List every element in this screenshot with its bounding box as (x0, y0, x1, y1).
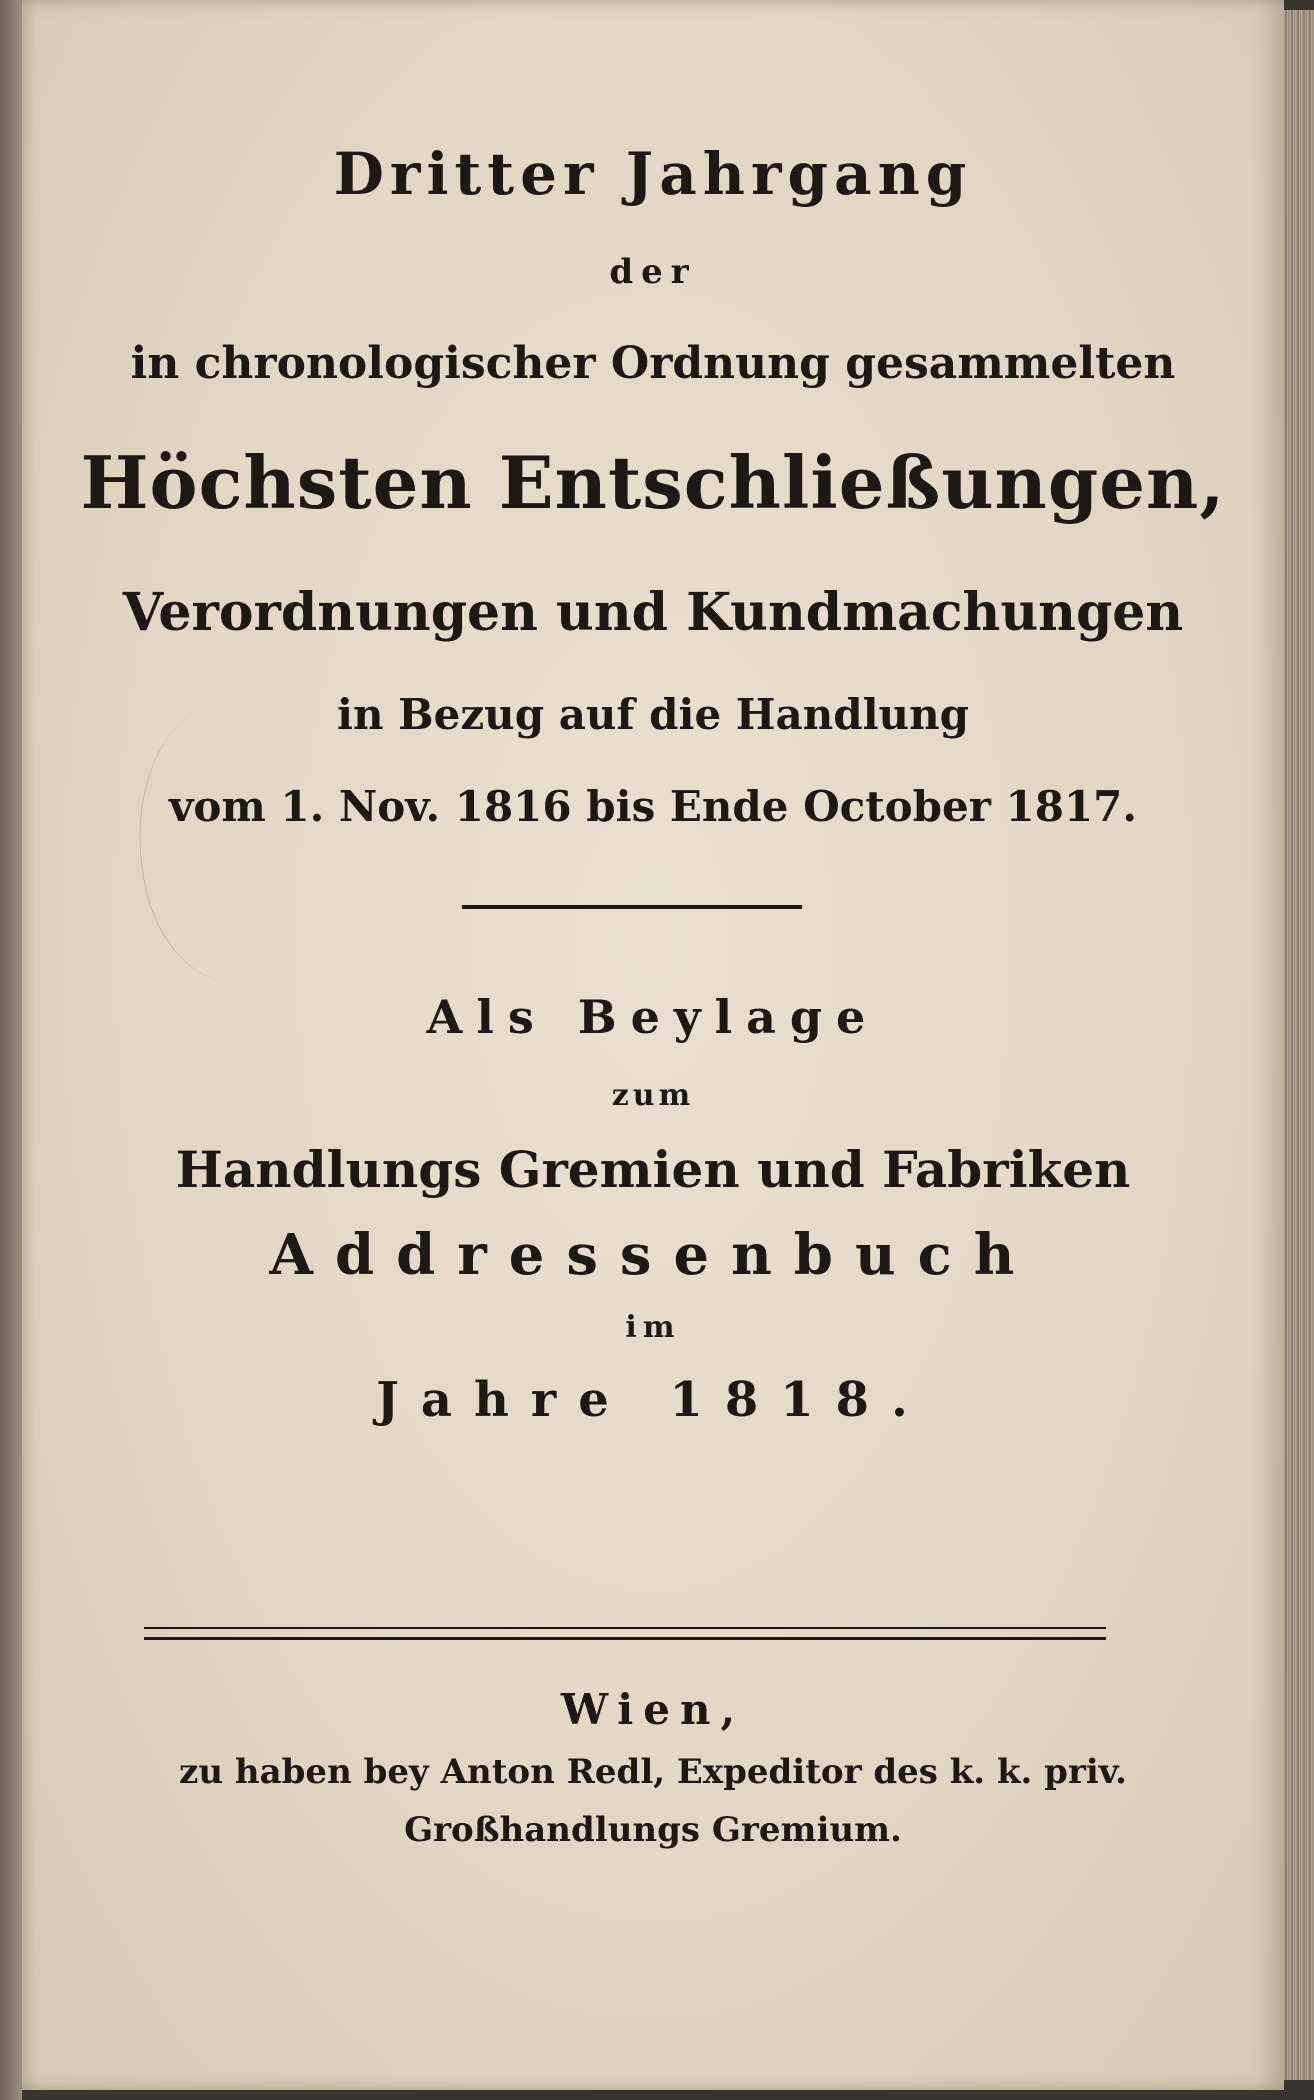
title-line-2: der (609, 252, 697, 292)
imprint-city: Wien, (560, 1685, 746, 1734)
title-line-6: in Bezug auf die Handlung (336, 690, 969, 739)
divider-short (462, 905, 802, 909)
subtitle-line-3: Handlungs Gremien und Fabriken (175, 1140, 1131, 1199)
page-gutter (0, 0, 22, 2100)
title-line-1: Dritter Jahrgang (333, 140, 973, 208)
imprint-line-3: Großhandlungs Gremium. (404, 1810, 902, 1850)
subtitle-line-5: im (625, 1310, 681, 1345)
title-line-4: Höchsten Entschließungen, (80, 440, 1226, 525)
subtitle-line-2: zum (611, 1078, 695, 1113)
subtitle-line-4: Addressenbuch (269, 1222, 1037, 1288)
imprint-line-2: zu haben bey Anton Redl, Expeditor des k. k. priv. (179, 1752, 1127, 1792)
title-line-5: Verordnungen und Kundmachungen (122, 582, 1184, 643)
title-page (22, 0, 1284, 2090)
title-line-3: in chronologischer Ordnung gesammelten (130, 338, 1176, 389)
page-edges (1282, 10, 1314, 2080)
divider-long-bottom (144, 1637, 1106, 1640)
title-line-7: vom 1. Nov. 1816 bis Ende October 1817. (168, 782, 1138, 831)
subtitle-line-1: Als Beylage (426, 990, 880, 1044)
subtitle-line-6: Jahre 1818. (376, 1372, 930, 1428)
divider-long-top (144, 1627, 1106, 1629)
